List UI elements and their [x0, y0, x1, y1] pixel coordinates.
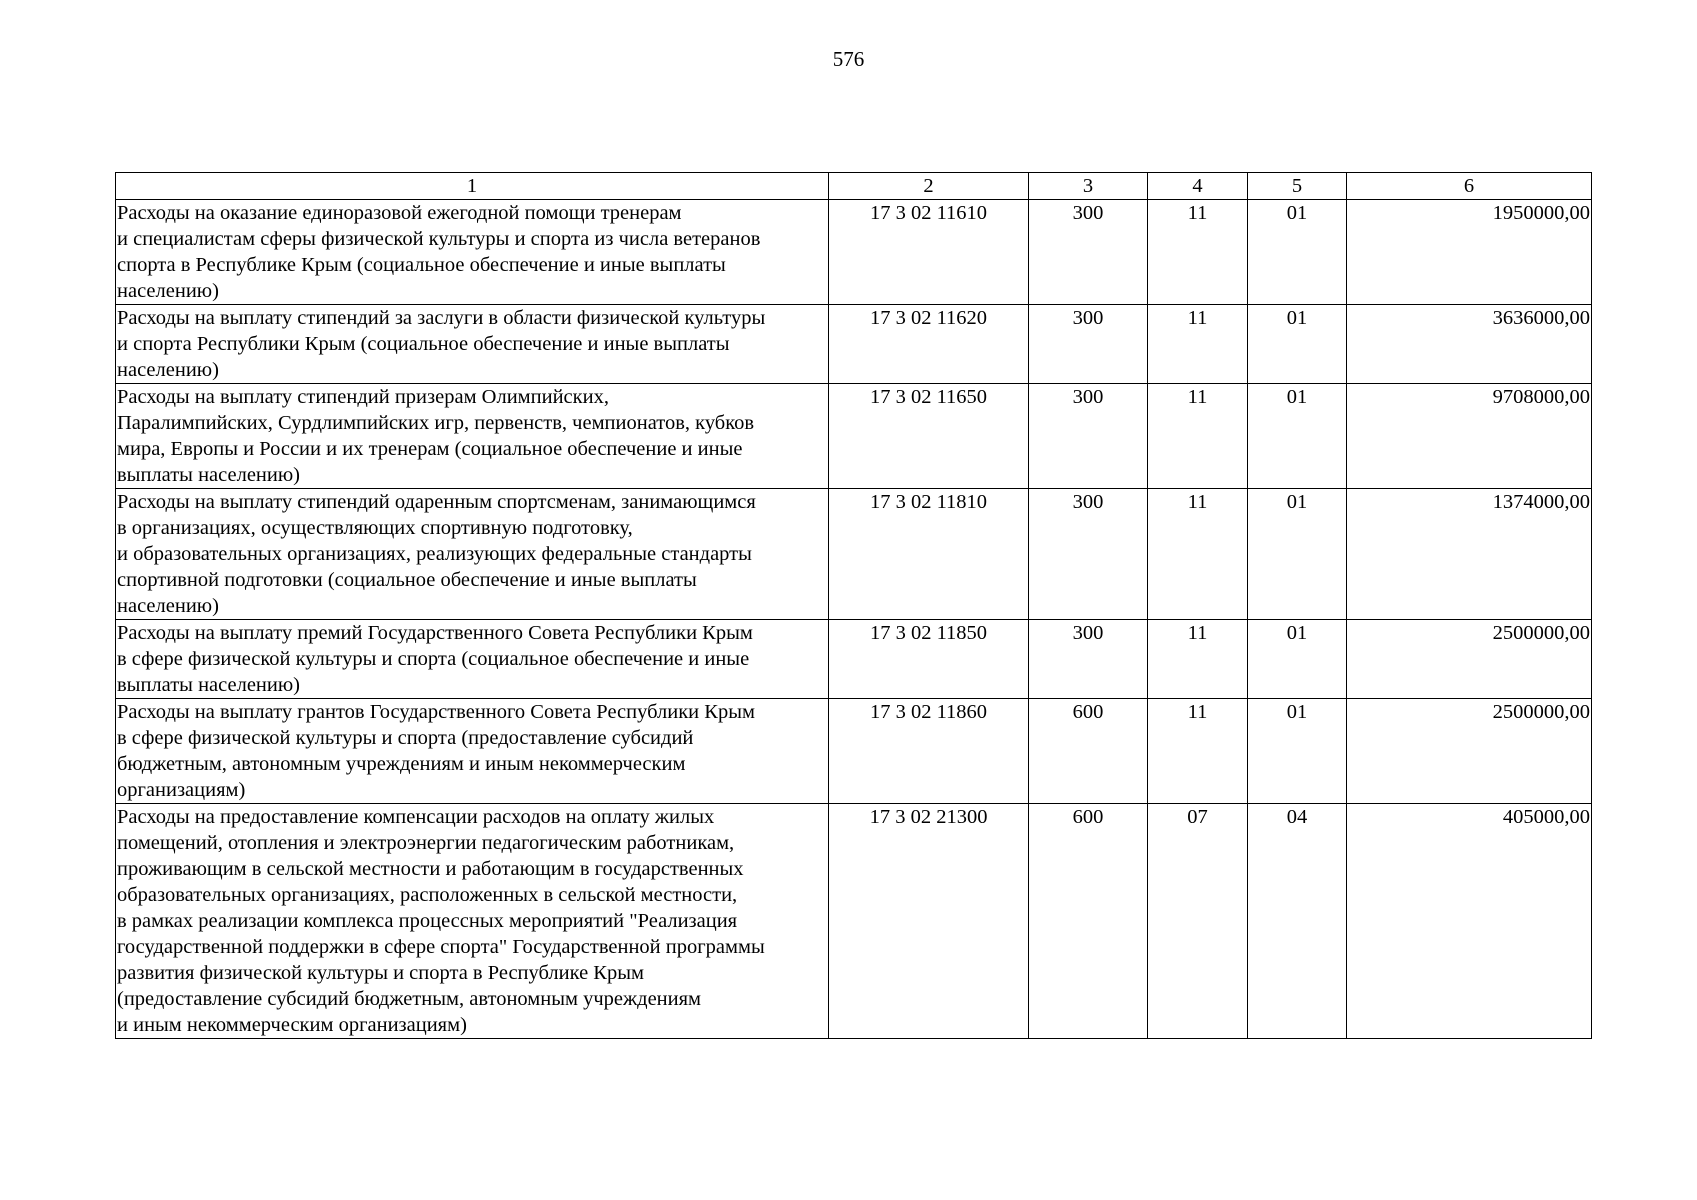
table-header-row	[116, 173, 1592, 200]
subsection-code: 01	[1248, 489, 1347, 620]
subsection-code: 01	[1248, 620, 1347, 699]
table-row	[116, 489, 1592, 620]
target-code: 17 3 02 11610	[829, 200, 1029, 305]
expense-name: Расходы на выплату стипендий за заслуги в области физической культуры и спорта Республики Крым (социальное обеспечение и иные выплаты населению)	[116, 305, 829, 384]
target-code: 17 3 02 11860	[829, 699, 1029, 804]
expense-type: 300	[1029, 200, 1148, 305]
amount: 1374000,00	[1347, 489, 1592, 620]
table-row	[116, 305, 1592, 384]
target-code: 17 3 02 21300	[829, 804, 1029, 1039]
amount: 405000,00	[1347, 804, 1592, 1039]
section-code: 11	[1148, 305, 1248, 384]
section-code: 11	[1148, 489, 1248, 620]
expense-name: Расходы на выплату грантов Государственного Совета Республики Крым в сфере физической культуры и спорта (предоставление субсидий бюджетным, автономным учреждениям и иным некоммерческим организациям)	[116, 699, 829, 804]
subsection-code: 01	[1248, 305, 1347, 384]
expense-type: 300	[1029, 384, 1148, 489]
column-header-3: 3	[1029, 173, 1148, 200]
expense-type: 600	[1029, 804, 1148, 1039]
section-code: 07	[1148, 804, 1248, 1039]
subsection-code: 04	[1248, 804, 1347, 1039]
table-row	[116, 804, 1592, 1039]
table-row	[116, 384, 1592, 489]
amount: 3636000,00	[1347, 305, 1592, 384]
section-code: 11	[1148, 620, 1248, 699]
table-row	[116, 699, 1592, 804]
page-number: 576	[832, 47, 865, 71]
section-code: 11	[1148, 200, 1248, 305]
target-code: 17 3 02 11650	[829, 384, 1029, 489]
column-header-5: 5	[1248, 173, 1347, 200]
expense-name: Расходы на оказание единоразовой ежегодной помощи тренерам и специалистам сферы физической культуры и спорта из числа ветеранов спорта в Республике Крым (социальное обеспечение и иные выплаты населению)	[116, 200, 829, 305]
amount: 2500000,00	[1347, 699, 1592, 804]
expense-type: 300	[1029, 489, 1148, 620]
column-header-1: 1	[116, 173, 829, 200]
table-row	[116, 200, 1592, 305]
amount: 2500000,00	[1347, 620, 1592, 699]
column-header-4: 4	[1148, 173, 1248, 200]
budget-table	[115, 172, 1592, 1039]
expense-type: 300	[1029, 305, 1148, 384]
section-code: 11	[1148, 699, 1248, 804]
table-row	[116, 620, 1592, 699]
expense-name: Расходы на выплату стипендий призерам Олимпийских, Паралимпийских, Сурдлимпийских игр, первенств, чемпионатов, кубков мира, Европы и России и их тренерам (социальное обеспечение и иные выплаты населению)	[116, 384, 829, 489]
expense-type: 600	[1029, 699, 1148, 804]
amount: 1950000,00	[1347, 200, 1592, 305]
target-code: 17 3 02 11810	[829, 489, 1029, 620]
expense-name: Расходы на предоставление компенсации расходов на оплату жилых помещений, отопления и электроэнергии педагогическим работникам, проживающим в сельской местности и работающим в государственных образовательных организациях, расположенных в сельской местности, в рамках реализации комплекса процессных мероприятий "Реализация государственной поддержки в сфере спорта" Государственной программы развития физической культуры и спорта в Республике Крым (предоставление субсидий бюджетным, автономным учреждениям и иным некоммерческим организациям)	[116, 804, 829, 1039]
subsection-code: 01	[1248, 200, 1347, 305]
target-code: 17 3 02 11850	[829, 620, 1029, 699]
section-code: 11	[1148, 384, 1248, 489]
target-code: 17 3 02 11620	[829, 305, 1029, 384]
subsection-code: 01	[1248, 384, 1347, 489]
subsection-code: 01	[1248, 699, 1347, 804]
expense-type: 300	[1029, 620, 1148, 699]
column-header-6: 6	[1347, 173, 1592, 200]
amount: 9708000,00	[1347, 384, 1592, 489]
expense-name: Расходы на выплату премий Государственного Совета Республики Крым в сфере физической культуры и спорта (социальное обеспечение и иные выплаты населению)	[116, 620, 829, 699]
column-header-2: 2	[829, 173, 1029, 200]
expense-name: Расходы на выплату стипендий одаренным спортсменам, занимающимся в организациях, осуществляющих спортивную подготовку, и образовательных организациях, реализующих федеральные стандарты спортивной подготовки (социальное обеспечение и иные выплаты населению)	[116, 489, 829, 620]
